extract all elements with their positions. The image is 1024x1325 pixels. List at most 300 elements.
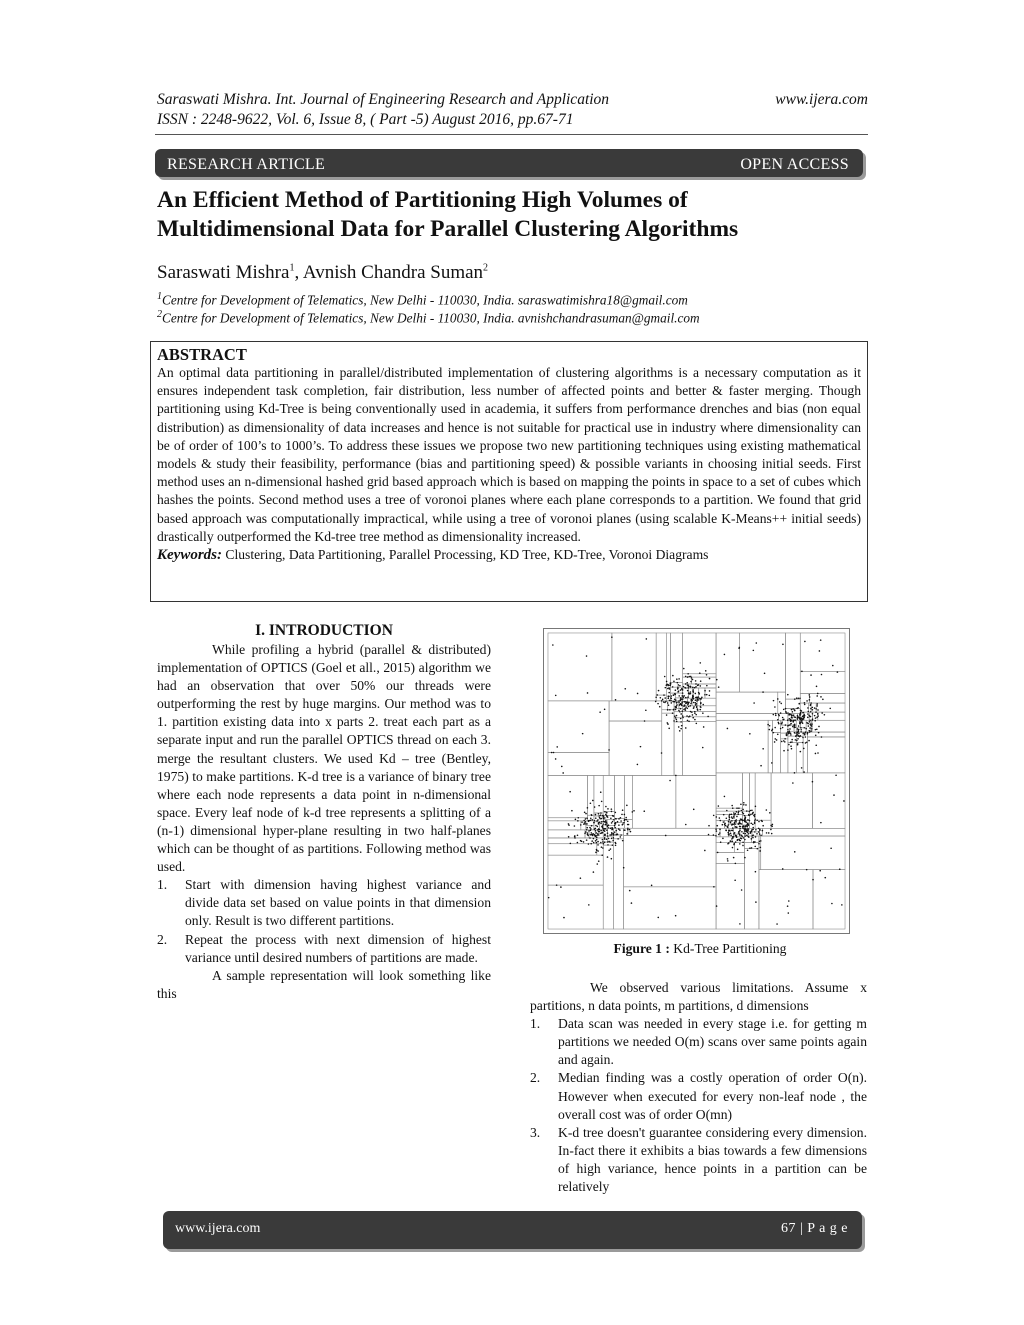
data-point [675,915,677,917]
data-point [716,679,718,681]
data-point [752,827,754,829]
partition-cell [716,720,768,773]
data-point [801,767,803,769]
data-point [732,807,734,809]
data-point [655,696,657,698]
data-point [782,644,784,646]
data-point [612,828,614,830]
data-point [796,718,798,720]
data-point [585,818,587,820]
data-point [718,805,720,807]
data-point [728,815,730,817]
data-point [687,676,689,678]
partition-cell [603,775,614,811]
data-point [783,709,785,711]
data-point [809,727,811,729]
data-point [797,716,799,718]
partition-cell [632,775,676,828]
data-point [612,840,614,842]
data-point [678,695,680,697]
data-point [560,886,562,888]
data-point [808,740,810,742]
data-point [821,712,823,714]
data-point [760,847,762,849]
data-point [752,812,754,814]
data-point [612,844,614,846]
data-point [588,820,590,822]
partition-cell [739,633,785,692]
data-point [676,719,678,721]
list-item [530,1015,867,1069]
data-point [598,823,600,825]
data-point [688,706,690,708]
data-point [769,729,771,731]
abstract-heading: ABSTRACT [157,345,247,364]
data-point [806,700,808,702]
data-point [751,810,753,812]
data-point [799,736,801,738]
data-point [833,794,835,796]
data-point [692,679,694,681]
data-point [744,815,746,817]
data-point [670,702,672,704]
data-point [760,840,762,842]
data-point [713,815,715,817]
data-point [747,849,749,851]
data-point [583,841,585,843]
data-point [746,835,748,837]
data-point [680,718,682,720]
data-point [758,843,760,845]
data-point [627,829,629,831]
data-point [740,803,742,805]
data-point [744,821,746,823]
data-point [624,688,626,690]
data-point [785,708,787,710]
data-point [738,647,740,649]
data-point [599,711,601,713]
intro-paragraph-1: While profiling a hybrid (parallel & distributed) implementation of OPTICS (Goel et all., 2015) algorithm we had an observation that over 50% our threads were outperforming the rest by huge margins. Our method was to 1. partition existing data into x parts 2. treat each part as a separate input and run the parallel OPTICS thread on each 3. merge the resultant clusters. We used Kd – tree (Bentley, 1975) to make partitions. K-d tree is a variance of binary tree where each node represents a data point in n-dimensional space. Every leaf node of k-d tree represents a splitting of a (n-1) dimensional hyper-plane resulting in two half-planes which can be thought of as partitions. Following method was used. [157,642,491,875]
data-point [602,823,604,825]
data-point [810,708,812,710]
data-point [787,725,789,727]
partition-cell [749,773,755,828]
data-point [617,838,619,840]
data-point [752,824,754,826]
data-point [754,822,756,824]
data-point [625,819,627,821]
data-point [586,817,588,819]
data-point [675,689,677,691]
list-item-text: Repeat the process with next dimension of highest variance until desired numbers of partitions are made. [185,931,491,965]
data-point [685,709,687,711]
open-access-label: OPEN ACCESS [740,156,849,173]
data-point [630,831,632,833]
partition-cell [716,773,742,808]
data-point [728,821,730,823]
data-point [596,842,598,844]
data-point [601,818,603,820]
data-point [699,662,701,664]
data-point [701,697,703,699]
data-point [817,713,819,715]
data-point [603,843,605,845]
data-point [577,820,579,822]
figure-caption-label: Figure 1 : [613,941,670,956]
data-point [793,720,795,722]
data-point [803,714,805,716]
data-point [603,815,605,817]
data-point [615,834,617,836]
data-point [672,712,674,714]
data-point [727,824,729,826]
abstract-text: An optimal data partitioning in parallel/distributed implementation of clustering algorithms is a necessary computation as it ensures independent task completion, fair distribution, less number of affected points and better & faster merging. Though partitioning using Kd-Tree is being conventionally used in academia, it suffers from performance drenches and bias (non equal distribution) as dimensionality of data increases and hence is not suitable for practical use in industry where dimensionality can be of order of 100’s to 1000’s. To address these issues we propose two new partitioning techniques using existing mathematical models & study their feasibility, performance (bias and partitioning speed) & possible variants in choosing initial seeds. First method uses an n-dimensional hashed grid based approach which is based on mapping the points in space to a set of cubes which hashes the points. Second method uses a tree of voronoi planes where each plane corresponds to a partition. We found that grid based approach was computationally impractical, while using a tree of voronoi planes (using scalable K-Means++ initial seeds) drastically outperformed the Kd-tree tree method as dimensionality increased. [157,365,861,544]
data-point [618,818,620,820]
data-point [736,816,738,818]
data-point [719,817,721,819]
data-point [704,694,706,696]
data-point [587,807,589,809]
data-point [590,843,592,845]
data-point [568,824,570,826]
data-point [738,810,740,812]
partition-cell [720,828,729,836]
partition-cell [788,742,796,773]
data-point [738,807,740,809]
data-point [651,885,653,887]
data-point [779,701,781,703]
data-point [778,715,780,717]
partition-cell [624,835,716,886]
data-point [600,830,602,832]
data-point [600,842,602,844]
data-point [668,704,670,706]
data-point [604,817,606,819]
data-point [805,742,807,744]
data-point [695,686,697,688]
data-point [675,699,677,701]
data-point [774,727,776,729]
data-point [781,721,783,723]
partition-cell [772,733,780,773]
data-point [670,700,672,702]
data-point [815,711,817,713]
journal-url[interactable]: www.ijera.com [775,91,868,108]
data-point [733,857,735,859]
article-type-banner [155,149,863,177]
data-point [563,917,565,919]
data-point [679,711,681,713]
data-point [570,843,572,845]
data-point [735,863,737,865]
data-point [789,718,791,720]
author-2-sup: 2 [483,262,489,274]
data-point [675,775,677,777]
data-point [754,820,756,822]
data-point [705,670,707,672]
data-point [794,723,796,725]
data-point [775,715,777,717]
data-point [552,644,554,646]
data-point [593,842,595,844]
data-point [662,699,664,701]
data-point [584,833,586,835]
data-point [645,709,647,711]
data-point [646,638,648,640]
data-point [803,771,805,773]
data-point [716,825,718,827]
data-point [556,746,558,748]
data-point [602,827,604,829]
partition-cell [705,688,716,698]
data-point [623,822,625,824]
data-point [812,718,814,720]
data-point [799,697,801,699]
data-point [769,725,771,727]
data-point [794,709,796,711]
data-point [593,871,595,873]
data-point [734,822,736,824]
data-point [743,832,745,834]
affiliation-1-sup: 1 [157,291,162,302]
data-point [781,741,783,743]
data-point [709,678,711,680]
data-point [742,820,744,822]
partition-cell [800,671,845,693]
data-point [685,683,687,685]
data-point [796,732,798,734]
research-article-label: RESEARCH ARTICLE [167,156,326,173]
data-point [597,844,599,846]
data-point [611,822,613,824]
data-point [661,700,663,702]
data-point [789,730,791,732]
partition-cell [612,633,656,701]
data-point [741,889,743,891]
data-point [561,766,563,768]
data-point [588,904,590,906]
data-point [632,811,634,813]
list-item-number: 1. [157,877,168,893]
data-point [737,849,739,851]
data-point [809,720,811,722]
data-point [729,830,731,832]
partition-cell [785,633,800,699]
data-point [803,748,805,750]
data-point [666,683,668,685]
data-point [626,833,628,835]
data-point [756,819,758,821]
data-point [598,834,600,836]
data-point [694,712,696,714]
partition-cell [813,870,845,929]
list-item-text: K-d tree doesn't guarantee considering every dimension. In-fact there it exhibits a bias towards a few dimensions of high variance, hence points in a partition can be relatively [558,1124,867,1195]
data-point [791,741,793,743]
data-point [715,835,717,837]
data-point [800,731,802,733]
data-point [768,832,770,834]
data-point [667,702,669,704]
data-point [562,772,564,774]
data-point [755,871,757,873]
data-point [708,825,710,827]
data-point [792,726,794,728]
data-point [593,822,595,824]
data-point [672,675,674,677]
data-point [678,678,680,680]
data-point [590,817,592,819]
data-point [812,709,814,711]
partition-cell [716,852,744,863]
partition-cell [548,885,603,929]
partition-cell [800,694,809,704]
data-point [738,831,740,833]
data-point [700,706,702,708]
data-point [685,697,687,699]
data-point [759,841,761,843]
data-point [619,829,621,831]
data-point [727,860,729,862]
data-point [700,703,702,705]
data-point [716,830,718,832]
partition-cell [771,773,812,828]
data-point [747,832,749,834]
data-point [749,820,751,822]
data-point [601,854,603,856]
data-point [591,825,593,827]
right-column [530,979,867,1196]
data-point [738,839,740,841]
data-point [755,836,757,838]
footer-url[interactable]: www.ijera.com [175,1221,261,1236]
data-point [735,820,737,822]
data-point [800,751,802,753]
data-point [786,732,788,734]
data-point [668,695,670,697]
data-point [798,717,800,719]
data-point [732,841,734,843]
data-point [608,849,610,851]
data-point [658,690,660,692]
data-point [707,716,709,718]
data-point [748,811,750,813]
data-point [733,817,735,819]
data-point [724,654,726,656]
data-point [580,840,582,842]
data-point [811,725,813,727]
data-point [692,714,694,716]
data-point [695,699,697,701]
data-point [696,707,698,709]
data-point [586,829,588,831]
data-point [588,830,590,832]
data-point [556,884,558,886]
data-point [680,698,682,700]
data-point [683,668,685,670]
data-point [773,732,775,734]
data-point [588,843,590,845]
data-point [719,832,721,834]
data-point [604,841,606,843]
data-point [818,726,820,728]
data-point [743,802,745,804]
data-point [820,639,822,641]
data-point [812,707,814,709]
data-point [626,805,628,807]
data-point [698,693,700,695]
data-point [797,730,799,732]
partition-cell [587,775,593,815]
data-point [814,720,816,722]
data-point [809,723,811,725]
data-point [673,720,675,722]
data-point [729,821,731,823]
data-point [771,826,773,828]
data-point [816,705,818,707]
data-point [676,702,678,704]
data-point [697,696,699,698]
data-point [704,690,706,692]
data-point [767,724,769,726]
data-point [739,828,741,830]
data-point [599,817,601,819]
data-point [810,702,812,704]
data-point [595,828,597,830]
data-point [805,728,807,730]
data-point [753,702,755,704]
data-point [831,903,833,905]
data-point [709,695,711,697]
data-point [688,720,690,722]
data-point [787,712,789,714]
data-point [624,820,626,822]
data-point [681,705,683,707]
data-point [611,858,613,860]
data-point [663,694,665,696]
data-point [747,830,749,832]
data-point [680,708,682,710]
data-point [811,723,813,725]
data-point [681,702,683,704]
partition-cell [755,773,771,820]
data-point [586,827,588,829]
data-point [781,723,783,725]
data-point [676,678,678,680]
data-point [758,821,760,823]
data-point [817,715,819,717]
data-point [786,712,788,714]
data-point [606,838,608,840]
data-point [786,734,788,736]
data-point [682,717,684,719]
data-point [738,823,740,825]
data-point [732,847,734,849]
data-point [695,702,697,704]
data-point [667,698,669,700]
data-point [739,923,741,925]
data-point [613,819,615,821]
intro-paragraph-2: A sample representation will look something like this [157,967,491,1001]
data-point [783,750,785,752]
data-point [702,712,704,714]
data-point [739,820,741,822]
data-point [601,821,603,823]
data-point [804,732,806,734]
data-point [817,693,819,695]
data-point [598,860,600,862]
data-point [755,829,757,831]
data-point [810,730,812,732]
